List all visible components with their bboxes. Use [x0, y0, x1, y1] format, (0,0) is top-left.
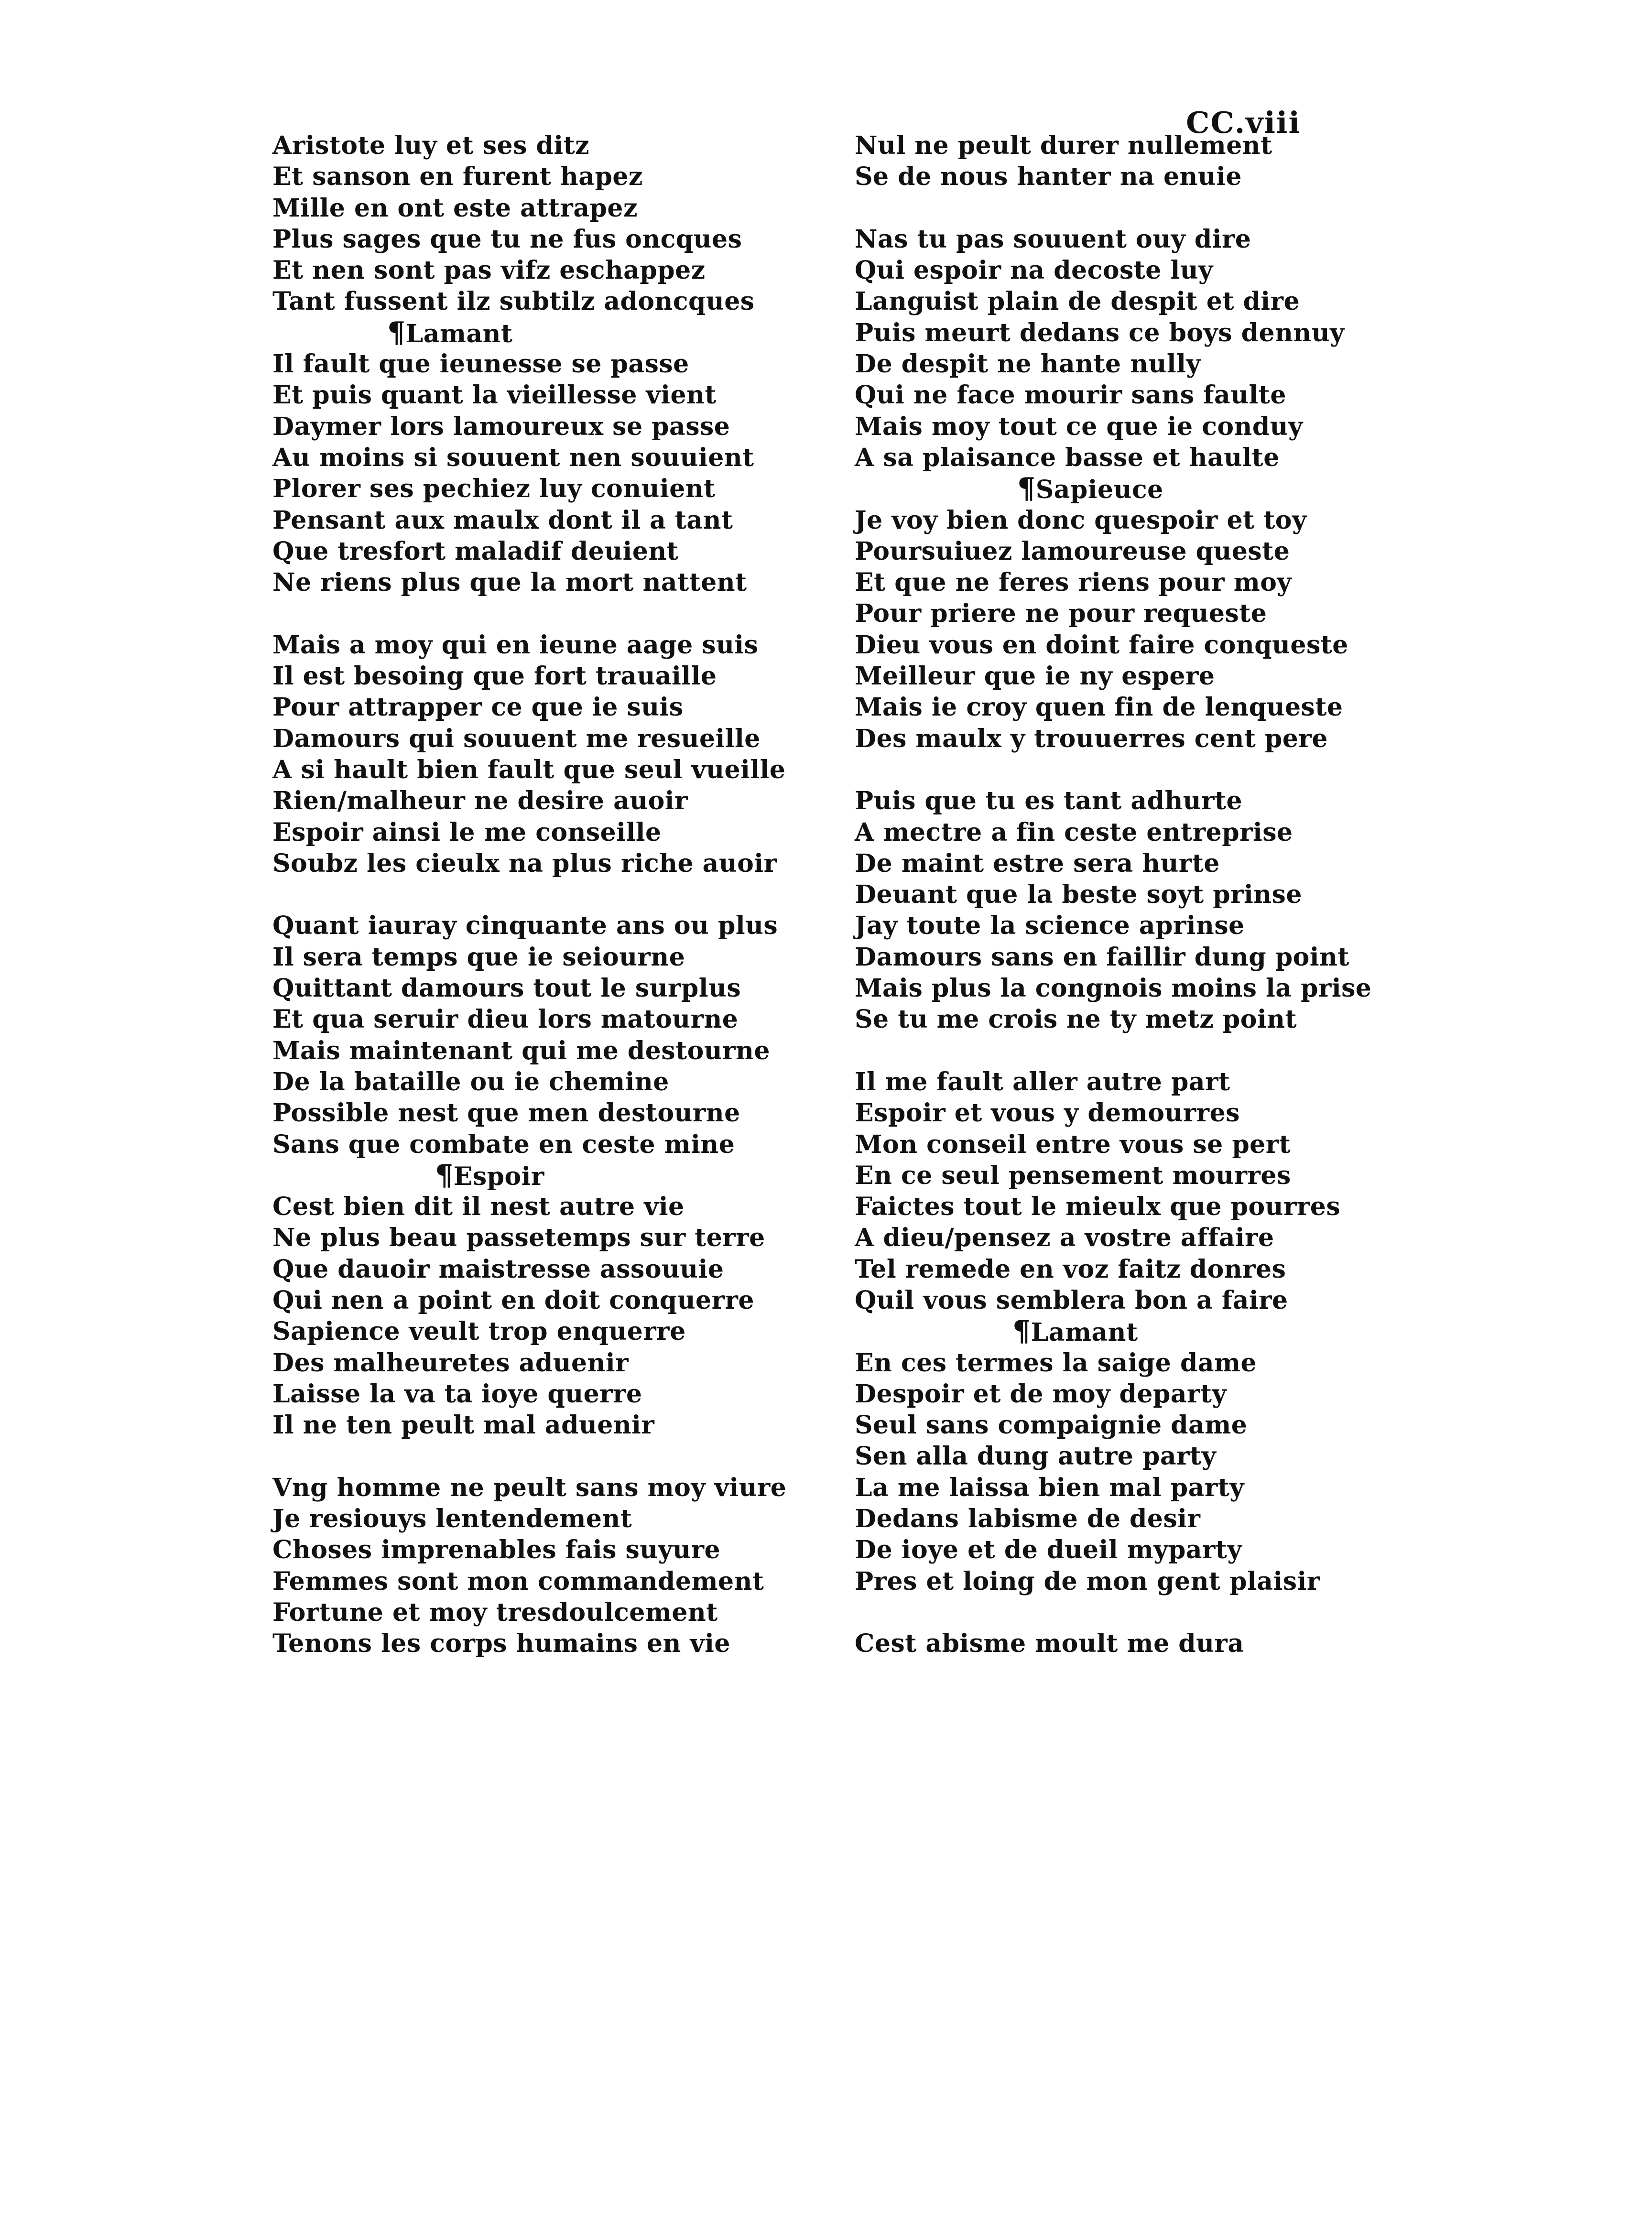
verse-line: Qui espoir na decoste luy	[855, 256, 1213, 285]
verse-line: Poursuiuez lamoureuse queste	[855, 536, 1290, 566]
verse-line: Quittant damours tout le surplus	[272, 974, 741, 1003]
stanza-gap	[855, 193, 1371, 224]
verse-line: Pour attrapper ce que ie suis	[272, 693, 684, 722]
verse-line: Des malheuretes aduenir	[272, 1348, 629, 1378]
verse-line: Aristote luy et ses ditz	[272, 131, 590, 160]
verse-line: En ce seul pensement mourres	[855, 1161, 1291, 1190]
verse-line: Damours sans en faillir dung point	[855, 942, 1349, 972]
verse-line: Quil vous semblera bon a faire	[855, 1285, 1288, 1315]
verse-line: Il me fault aller autre part	[855, 1067, 1230, 1096]
verse-line: Des maulx y trouuerres cent pere	[855, 724, 1328, 753]
verse-line: Je resiouys lentendement	[272, 1504, 632, 1534]
paragraph-mark-icon: ¶	[1017, 472, 1036, 506]
verse-line: Il ne ten peult mal aduenir	[272, 1411, 655, 1440]
left-column	[272, 130, 786, 1660]
verse-line: Soubz les cieulx na plus riche auoir	[272, 848, 777, 878]
verse-line: Puis meurt dedans ce boys dennuy	[855, 318, 1345, 347]
verse-line: Se de nous hanter na enuie	[855, 162, 1242, 192]
verse-line: Faictes tout le mieulx que pourres	[855, 1192, 1341, 1222]
verse-line: Cest abisme moult me dura	[855, 1629, 1244, 1659]
verse-line: Que tresfort maladif deuient	[272, 536, 679, 566]
paragraph-mark-icon: ¶	[387, 315, 406, 349]
verse-line: Femmes sont mon commandement	[272, 1566, 764, 1596]
verse-line: Fortune et moy tresdoulcement	[272, 1597, 718, 1627]
speaker-label	[272, 317, 786, 348]
stanza-gap	[272, 1441, 786, 1472]
stanza-gap	[855, 1597, 1371, 1628]
verse-line: Damours qui souuent me resueille	[272, 724, 761, 753]
verse-line: Au moins si souuent nen souuient	[272, 443, 754, 472]
verse-line: Puis que tu es tant adhurte	[855, 786, 1243, 816]
verse-line: Se tu me crois ne ty metz point	[855, 1005, 1297, 1034]
verse-line: Daymer lors lamoureux se passe	[272, 412, 730, 441]
verse-line: Dieu vous en doint faire conqueste	[855, 630, 1348, 660]
verse-line: Mon conseil entre vous se pert	[855, 1129, 1291, 1159]
verse-line: Mais ie croy quen fin de lenqueste	[855, 693, 1343, 722]
speaker-label	[855, 473, 1371, 504]
verse-line: A mectre a fin ceste entreprise	[855, 817, 1293, 847]
verse-line: Qui ne face mourir sans faulte	[855, 380, 1286, 410]
stanza-gap	[272, 879, 786, 910]
verse-line: Sen alla dung autre party	[855, 1442, 1217, 1471]
verse-line: Despoir et de moy departy	[855, 1379, 1227, 1409]
right-column	[855, 130, 1371, 1660]
verse-line: Pres et loing de mon gent plaisir	[855, 1566, 1320, 1596]
verse-line: Cest bien dit il nest autre vie	[272, 1192, 685, 1222]
verse-line: Il est besoing que fort trauaille	[272, 662, 717, 691]
verse-line: De la bataille ou ie chemine	[272, 1067, 669, 1096]
speaker-name: Sapieuce	[1035, 475, 1163, 505]
verse-line: Plus sages que tu ne fus oncques	[272, 224, 742, 254]
stanza-gap	[855, 1035, 1371, 1066]
verse-line: Ne riens plus que la mort nattent	[272, 568, 747, 597]
verse-line: Ne plus beau passetemps sur terre	[272, 1223, 765, 1253]
verse-line: Sans que combate en ceste mine	[272, 1129, 735, 1159]
speaker-label	[272, 1160, 786, 1191]
verse-line: Vng homme ne peult sans moy viure	[272, 1473, 787, 1502]
verse-line: De maint estre sera hurte	[855, 848, 1220, 878]
verse-line: Je voy bien donc quespoir et toy	[855, 505, 1307, 535]
verse-line: Espoir et vous y demourres	[855, 1098, 1240, 1128]
verse-line: Seul sans compaignie dame	[855, 1411, 1248, 1440]
paragraph-mark-icon: ¶	[1012, 1314, 1031, 1348]
folio-number: CC.viii	[1186, 105, 1301, 140]
verse-line: Pensant aux maulx dont il a tant	[272, 505, 733, 535]
verse-line: Il fault que ieunesse se passe	[272, 349, 689, 379]
verse-line: A dieu/pensez a vostre affaire	[855, 1223, 1274, 1253]
verse-line: Sapience veult trop enquerre	[272, 1317, 686, 1346]
speaker-name: Lamant	[1031, 1318, 1138, 1347]
speaker-name: Espoir	[453, 1161, 544, 1191]
verse-line: Et que ne feres riens pour moy	[855, 568, 1292, 597]
verse-line: Meilleur que ie ny espere	[855, 662, 1215, 691]
speaker-label	[855, 1316, 1371, 1347]
verse-line: Mais maintenant qui me destourne	[272, 1036, 770, 1065]
verse-line: Espoir ainsi le me conseille	[272, 817, 662, 847]
verse-line: A sa plaisance basse et haulte	[855, 443, 1280, 472]
verse-line: Mille en ont este attrapez	[272, 193, 638, 223]
verse-line: Deuant que la beste soyt prinse	[855, 880, 1302, 910]
stanza-gap	[855, 754, 1371, 785]
verse-line: Jay toute la science aprinse	[855, 911, 1245, 941]
verse-line: Dedans labisme de desir	[855, 1504, 1201, 1534]
paragraph-mark-icon: ¶	[435, 1158, 454, 1192]
verse-line: Possible nest que men destourne	[272, 1098, 740, 1128]
verse-line: Nul ne peult durer nullement	[855, 131, 1272, 160]
verse-line: Mais plus la congnois moins la prise	[855, 974, 1372, 1003]
verse-line: Qui nen a point en doit conquerre	[272, 1285, 754, 1315]
verse-line: De ioye et de dueil myparty	[855, 1535, 1242, 1565]
stanza-gap	[272, 598, 786, 629]
verse-line: Et nen sont pas vifz eschappez	[272, 256, 706, 285]
verse-line: Tel remede en voz faitz donres	[855, 1254, 1286, 1284]
verse-line: A si hault bien fault que seul vueille	[272, 755, 786, 784]
verse-line: Il sera temps que ie seiourne	[272, 942, 685, 972]
verse-line: De despit ne hante nully	[855, 349, 1201, 379]
verse-line: Et qua seruir dieu lors matourne	[272, 1005, 739, 1034]
verse-line: Tenons les corps humains en vie	[272, 1629, 730, 1659]
verse-line: Plorer ses pechiez luy conuient	[272, 474, 716, 504]
verse-line: Et puis quant la vieillesse vient	[272, 380, 717, 410]
verse-line: Choses imprenables fais suyure	[272, 1535, 721, 1565]
verse-line: Mais a moy qui en ieune aage suis	[272, 630, 759, 660]
verse-line: Tant fussent ilz subtilz adoncques	[272, 287, 755, 316]
verse-line: Languist plain de despit et dire	[855, 287, 1300, 316]
verse-line: Rien/malheur ne desire auoir	[272, 786, 688, 816]
verse-line: Laisse la va ta ioye querre	[272, 1379, 642, 1409]
verse-line: Quant iauray cinquante ans ou plus	[272, 911, 778, 941]
verse-line: Mais moy tout ce que ie conduy	[855, 412, 1303, 441]
verse-line: La me laissa bien mal party	[855, 1473, 1244, 1502]
speaker-name: Lamant	[405, 319, 513, 348]
verse-line: Pour priere ne pour requeste	[855, 599, 1267, 629]
verse-line: Nas tu pas souuent ouy dire	[855, 224, 1251, 254]
verse-line: En ces termes la saige dame	[855, 1348, 1257, 1378]
verse-line: Que dauoir maistresse assouuie	[272, 1254, 724, 1284]
verse-line: Et sanson en furent hapez	[272, 162, 643, 192]
